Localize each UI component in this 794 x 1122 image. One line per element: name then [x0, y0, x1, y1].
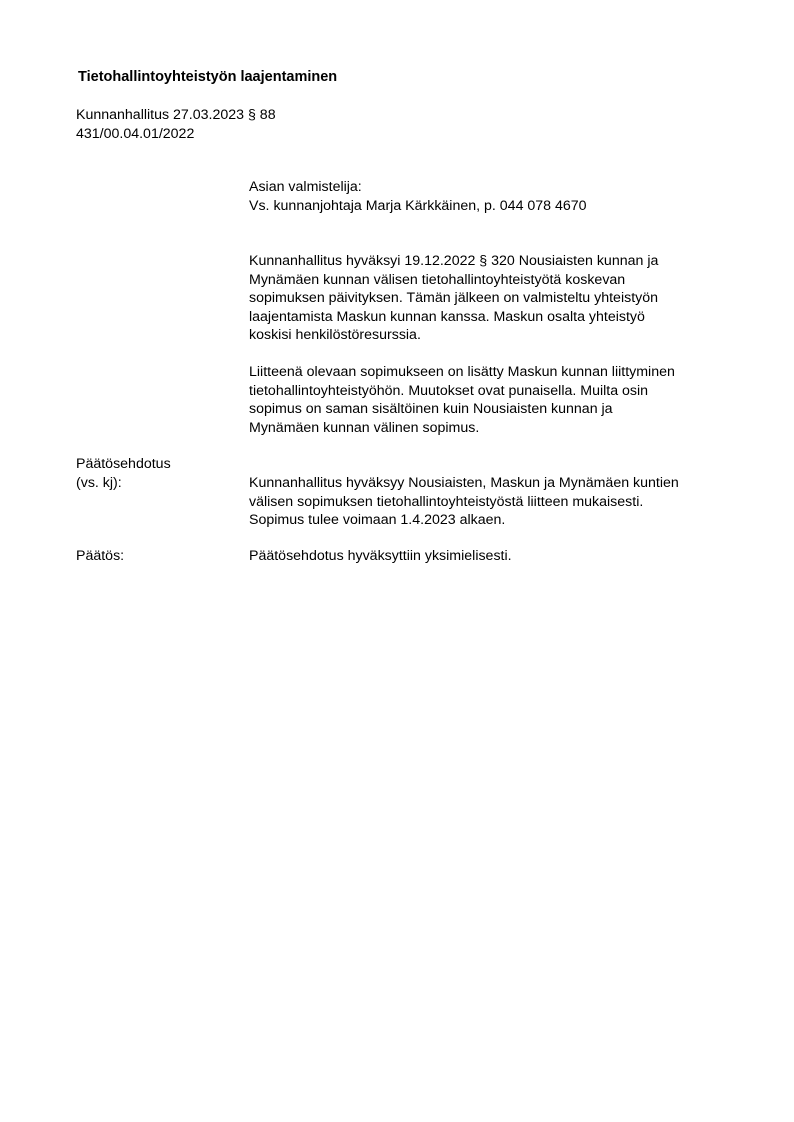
proposal-label-line: (vs. kj): — [76, 474, 122, 491]
reference-number: 431/00.04.01/2022 — [76, 125, 195, 142]
paragraph-line: sopimuksen päivityksen. Tämän jälkeen on valmisteltu yhteistyön — [249, 290, 659, 306]
background-paragraph — [249, 252, 739, 345]
meeting-info — [76, 106, 276, 143]
document-title: Tietohallintoyhteistyön laajentaminen — [78, 69, 338, 85]
proposal-line: Sopimus tulee voimaan 1.4.2023 alkaen. — [249, 512, 506, 528]
proposal-label — [76, 455, 246, 492]
decision-label: Päätös: — [76, 548, 125, 564]
proposal-text — [249, 474, 739, 530]
paragraph-line: Liitteenä olevaan sopimukseen on lisätty Maskun kunnan liittyminen — [249, 364, 675, 380]
attachment-paragraph — [249, 363, 739, 437]
preparer-name: Vs. kunnanjohtaja Marja Kärkkäinen, p. 044 078 4670 — [249, 197, 587, 214]
paragraph-line: Kunnanhallitus hyväksyi 19.12.2022 § 320 Nousiaisten kunnan ja — [249, 253, 659, 269]
paragraph-line: koskisi henkilöstöresurssia. — [249, 327, 421, 343]
proposal-line: Kunnanhallitus hyväksyy Nousiaisten, Maskun ja Mynämäen kuntien — [249, 475, 679, 491]
paragraph-line: sopimus on saman sisältöinen kuin Nousiaisten kunnan ja — [249, 401, 613, 417]
proposal-line: välisen sopimuksen tietohallintoyhteistyöstä liitteen mukaisesti. — [249, 493, 644, 510]
proposal-label-line: Päätösehdotus — [76, 456, 171, 472]
paragraph-line: Mynämäen kunnan välisen tietohallintoyhteistyötä koskevan — [249, 271, 626, 288]
preparer-block — [249, 178, 739, 215]
decision-text: Päätösehdotus hyväksyttiin yksimielisesti. — [249, 548, 512, 564]
paragraph-line: laajentamista Maskun kunnan kanssa. Maskun osalta yhteistyö — [249, 308, 645, 325]
paragraph-line: Mynämäen kunnan välinen sopimus. — [249, 419, 480, 436]
paragraph-line: tietohallintoyhteistyöhön. Muutokset ovat punaisella. Muilta osin — [249, 382, 649, 399]
preparer-label: Asian valmistelija: — [249, 179, 362, 195]
meeting-line: Kunnanhallitus 27.03.2023 § 88 — [76, 107, 276, 123]
